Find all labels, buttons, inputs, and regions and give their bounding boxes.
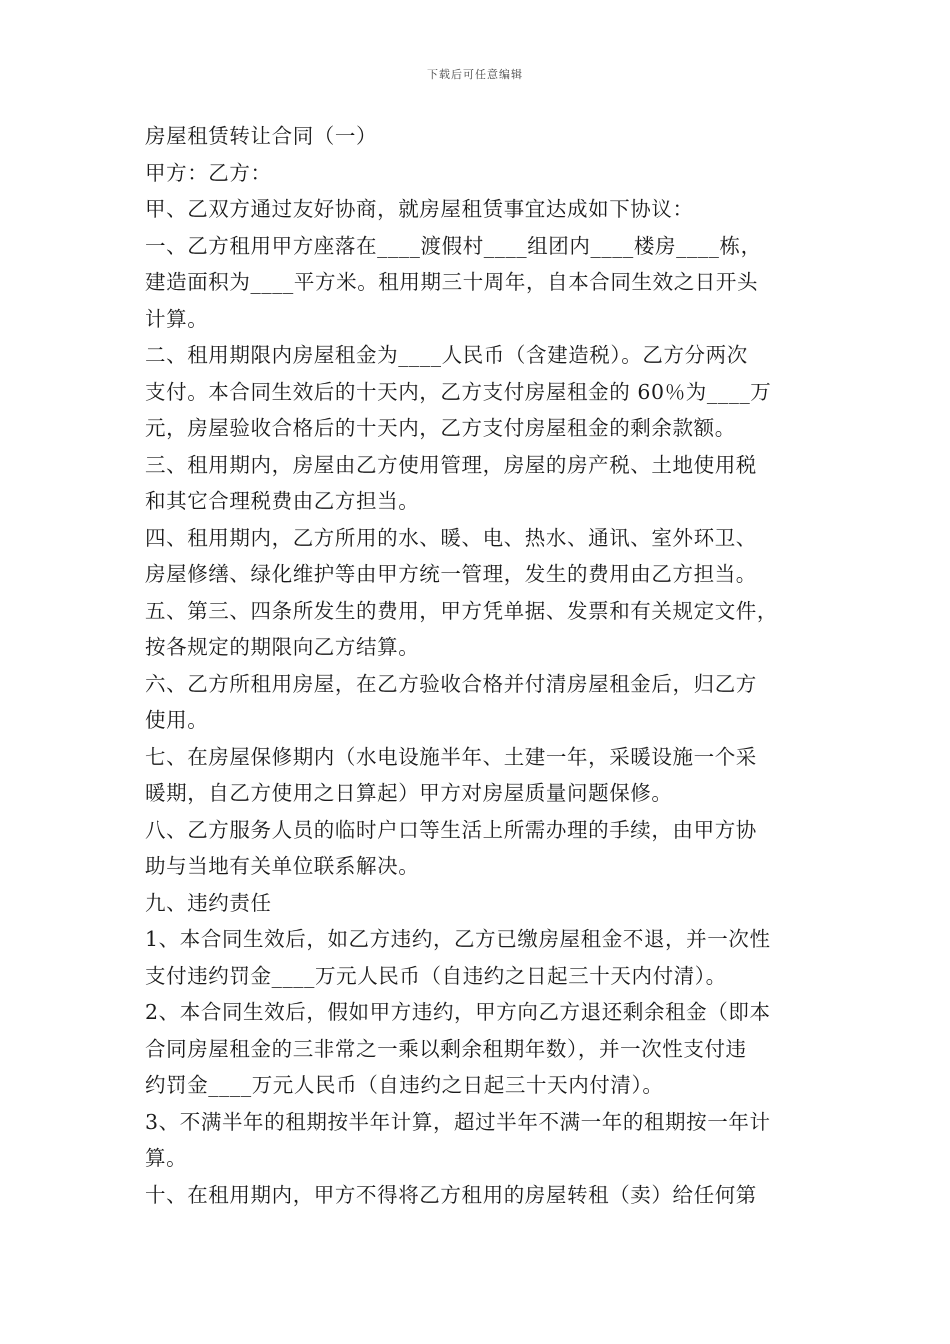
clause-1-line-1: 一、乙方租用甲方座落在____渡假村____组团内____楼房____栋， [145,233,762,258]
clause-5-line-2: 按各规定的期限向乙方结算。 [145,635,420,659]
contract-title: 房屋租赁转让合同（一） [145,124,378,148]
clause-7-line-1: 七、在房屋保修期内（水电设施半年、土建一年，采暖设施一个采 [145,744,757,769]
clause-9-1-line-2: 支付违约罚金____万元人民币（自违约之日起三十天内付清）。 [145,963,727,988]
clause-2-line-3: 元，房屋验收合格后的十天内，乙方支付房屋租金的剩余款额。 [145,416,736,440]
clause-9-2-line-2: 合同房屋租金的三非常之一乘以剩余租期年数），并一次性支付违 [145,1036,747,1061]
clause-8-line-1: 八、乙方服务人员的临时户口等生活上所需办理的手续，由甲方协 [145,817,757,842]
clause-9-1-line-1: 1、本合同生效后，如乙方违约，乙方已缴房屋租金不退，并一次性 [145,927,771,951]
clause-4-line-1: 四、租用期内，乙方所用的水、暖、电、热水、通讯、室外环卫、 [145,525,757,550]
clause-9-2-line-3: 约罚金____万元人民币（自违约之日起三十天内付清）。 [145,1073,664,1097]
page-header-note: 下载后可任意编辑 [427,68,523,81]
clause-5-line-1: 五、第三、四条所发生的费用，甲方凭单据、发票和有关规定文件， [145,598,778,623]
contract-body [145,118,825,1213]
party-line: 甲方：乙方： [145,160,272,185]
clause-6-line-1: 六、乙方所租用房屋，在乙方验收合格并付清房屋租金后，归乙方 [145,671,757,696]
clause-1-line-3: 计算。 [145,306,209,331]
clause-6-line-2: 使用。 [145,708,209,732]
clause-1-line-2: 建造面积为____平方米。租用期三十周年，自本合同生效之日开头 [145,270,759,294]
clause-3-line-1: 三、租用期内，房屋由乙方使用管理，房屋的房产税、土地使用税 [145,452,757,477]
clause-2-line-1: 二、租用期限内房屋租金为____人民币（含建造税）。乙方分两次 [145,343,748,367]
clause-9-2-line-1: 2、本合同生效后，假如甲方违约，甲方向乙方退还剩余租金（即本 [145,1000,771,1024]
clause-4-line-2: 房屋修缮、绿化维护等由甲方统一管理，发生的费用由乙方担当。 [145,562,757,586]
clause-3-line-2: 和其它合理税费由乙方担当。 [145,489,420,513]
clause-9-3-line-1: 3、不满半年的租期按半年计算，超过半年不满一年的租期按一年计 [145,1109,771,1134]
intro-line: 甲、乙双方通过友好协商，就房屋租赁事宜达成如下协议： [145,197,694,221]
clause-2-line-2: 支付。本合同生效后的十天内，乙方支付房屋租金的 60％为____万 [145,379,772,404]
clause-10-line-1: 十、在租用期内，甲方不得将乙方租用的房屋转租（卖）给任何第 [145,1182,757,1207]
clause-9-heading: 九、违约责任 [145,890,272,915]
clause-8-line-2: 助与当地有关单位联系解决。 [145,854,420,878]
clause-9-3-line-2: 算。 [145,1146,188,1170]
clause-7-line-2: 暖期，自乙方使用之日算起）甲方对房屋质量问题保修。 [145,781,673,805]
